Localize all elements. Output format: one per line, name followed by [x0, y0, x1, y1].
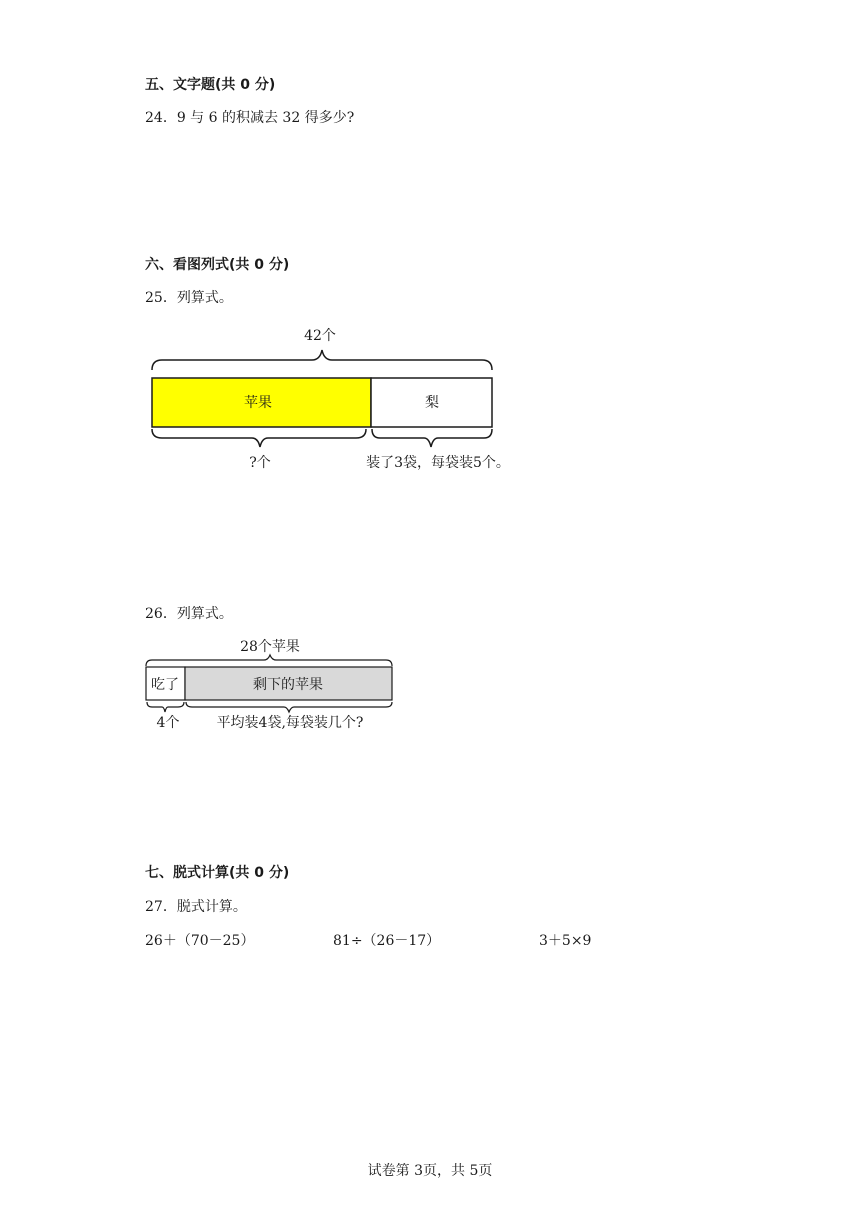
- calculation-3: 3＋5×9: [539, 933, 592, 949]
- fig25-apple-label: 苹果: [244, 395, 272, 411]
- fig26-top-brace: [146, 655, 392, 666]
- question-25: 25．列算式。: [145, 290, 233, 306]
- fig25-unknown-label: ?个: [249, 455, 271, 471]
- fig26-eaten-brace: [147, 702, 184, 712]
- fig25-pear-label: 梨: [425, 395, 439, 411]
- fig26-remain-label: 剩下的苹果: [253, 677, 323, 693]
- fig26-eaten-count: 4个: [156, 715, 180, 731]
- fig25-total-label: 42个: [304, 328, 336, 344]
- question-27: 27．脱式计算。: [145, 899, 247, 915]
- section-7-title: 七、脱式计算(共 0 分): [145, 865, 290, 881]
- calculation-2: 81÷（26－17）: [333, 933, 441, 949]
- question-26: 26．列算式。: [145, 606, 233, 622]
- calculation-1: 26＋（70－25）: [145, 933, 255, 949]
- question-24: 24．9 与 6 的积减去 32 得多少?: [145, 110, 355, 126]
- fig26-remain-note: 平均装4袋,每袋装几个?: [216, 715, 364, 731]
- page-footer: 试卷第 3页，共 5页: [367, 1163, 493, 1179]
- fig26-total-label: 28个苹果: [240, 639, 300, 655]
- section-6-title: 六、看图列式(共 0 分): [145, 257, 290, 273]
- fig26-eaten-label: 吃了: [151, 677, 179, 693]
- fig25-pear-note: 装了3袋，每袋装5个。: [366, 455, 510, 471]
- fig26-remain-brace: [186, 702, 392, 712]
- section-5-title: 五、文字题(共 0 分): [145, 77, 276, 93]
